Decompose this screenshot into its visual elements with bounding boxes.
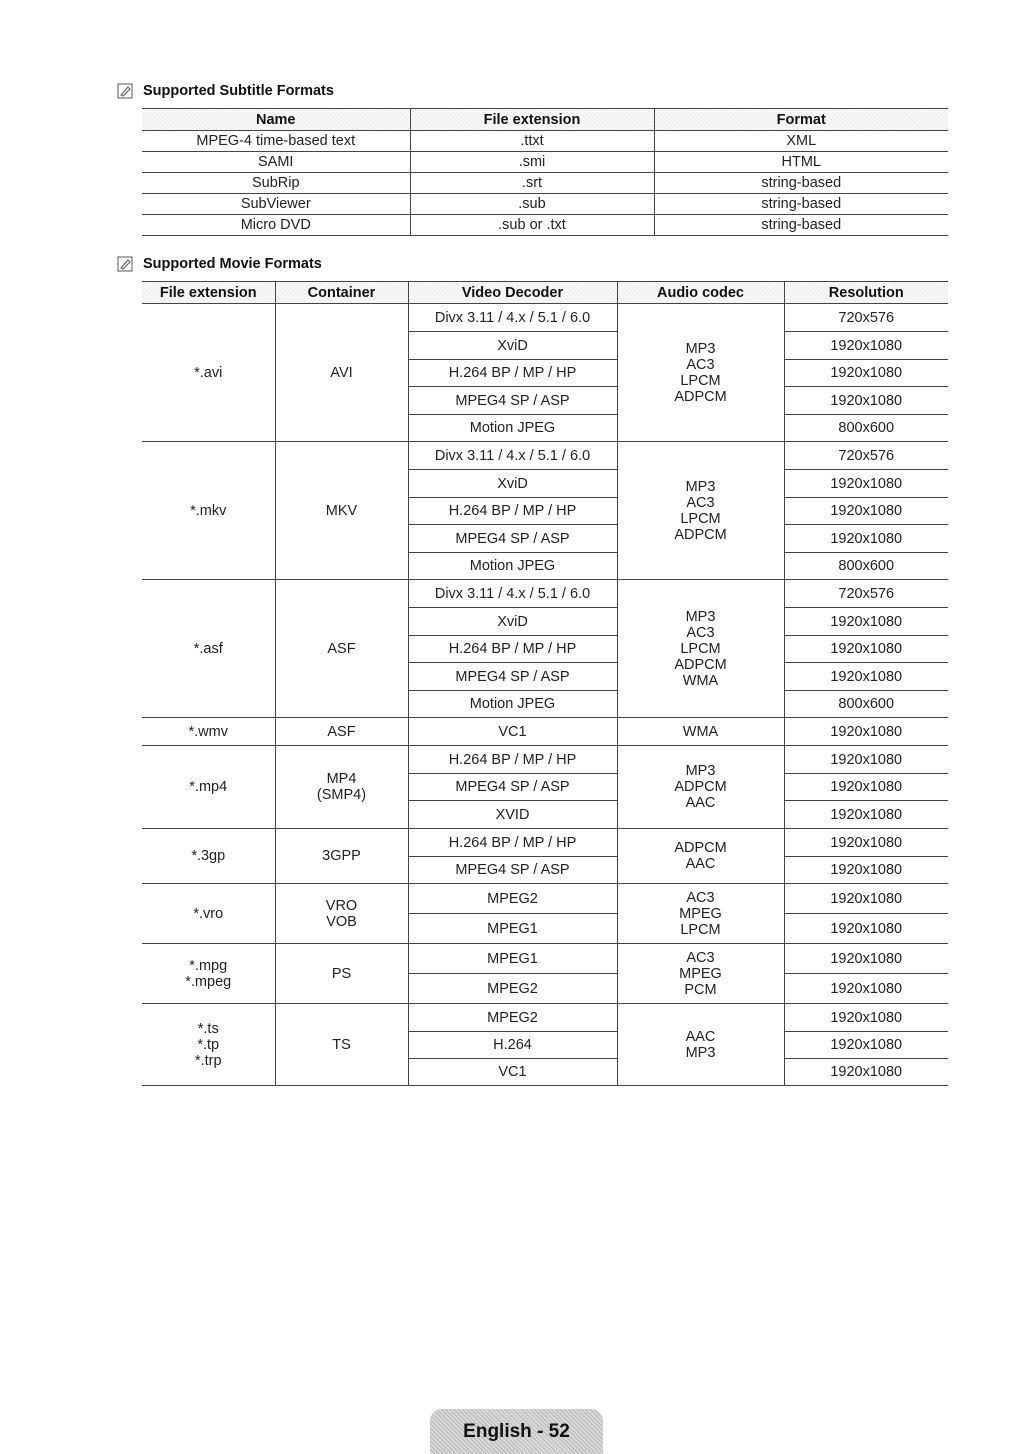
video-decoder-cell-text: MPEG4 SP / ASP (455, 779, 570, 795)
resolution-cell (784, 974, 948, 1004)
resolution-cell (784, 636, 948, 663)
audio-codec-cell-text: WMA (682, 723, 719, 740)
table-row (142, 152, 948, 173)
audio-codec-cell-text: MP3 ADPCM AAC (674, 763, 727, 811)
resolution-cell-text: 1920x1080 (830, 1064, 903, 1080)
resolution-cell (784, 691, 948, 718)
container-cell (275, 718, 408, 746)
audio-codec-cell (617, 944, 784, 1004)
file-extension-cell-text: *.avi (194, 364, 223, 381)
video-decoder-cell-text: MPEG1 (487, 920, 538, 937)
video-decoder-cell (408, 663, 617, 691)
column-header: Video Decoder (408, 282, 617, 304)
container-cell (275, 884, 408, 944)
audio-codec-cell (617, 718, 784, 746)
table-row (142, 829, 948, 857)
resolution-cell-text: 720x576 (838, 309, 895, 326)
container-cell (275, 580, 408, 718)
video-decoder-cell-text: MPEG4 SP / ASP (455, 392, 570, 409)
resolution-cell-text: 1920x1080 (830, 723, 903, 740)
file-extension-cell (142, 442, 275, 580)
video-decoder-cell-text: H.264 BP / MP / HP (448, 365, 577, 381)
audio-codec-cell-text: ADPCM AAC (674, 840, 727, 872)
file-extension-cell-text: *.vro (193, 905, 224, 922)
subtitle-formats-title: Supported Subtitle Formats (143, 83, 334, 99)
audio-codec-cell (617, 884, 784, 944)
file-extension-cell-text: *.mp4 (189, 779, 228, 795)
resolution-cell-text: 1920x1080 (830, 337, 903, 354)
video-decoder-cell (408, 636, 617, 663)
resolution-cell (784, 774, 948, 801)
resolution-cell (784, 718, 948, 746)
resolution-cell (784, 498, 948, 525)
container-cell-text: MP4 (SMP4) (316, 771, 367, 803)
resolution-cell (784, 857, 948, 884)
video-decoder-cell (408, 857, 617, 884)
resolution-cell (784, 884, 948, 914)
resolution-cell (784, 332, 948, 360)
video-decoder-cell-text: MPEG1 (487, 950, 538, 967)
resolution-cell (784, 608, 948, 636)
table-cell: .smi (410, 152, 654, 173)
container-cell-text: AVI (330, 364, 353, 381)
table-row (142, 173, 948, 194)
table-cell: Micro DVD (142, 215, 410, 236)
video-decoder-cell (408, 914, 617, 944)
container-cell (275, 304, 408, 442)
resolution-cell (784, 801, 948, 829)
video-decoder-cell (408, 974, 617, 1004)
file-extension-cell (142, 580, 275, 718)
table-cell: SubViewer (142, 194, 410, 215)
audio-codec-cell (617, 746, 784, 829)
video-decoder-cell (408, 1059, 617, 1086)
resolution-cell-text: 1920x1080 (830, 890, 903, 907)
video-decoder-cell (408, 304, 617, 332)
resolution-cell (784, 580, 948, 608)
video-decoder-cell-text: MPEG2 (487, 980, 538, 997)
subtitle-formats-table (142, 108, 948, 236)
file-extension-cell-text: *.asf (193, 640, 223, 657)
video-decoder-cell-text: MPEG2 (487, 1009, 538, 1026)
table-row (142, 215, 948, 236)
audio-codec-cell-text: MP3 AC3 LPCM ADPCM WMA (674, 608, 727, 689)
resolution-cell (784, 829, 948, 857)
table-row (142, 944, 948, 974)
resolution-cell (784, 944, 948, 974)
table-row (142, 442, 948, 470)
video-decoder-cell (408, 498, 617, 525)
video-decoder-cell-text: XviD (497, 337, 528, 354)
container-cell (275, 829, 408, 884)
table-cell: .sub (410, 194, 654, 215)
resolution-cell-text: 1920x1080 (830, 365, 903, 381)
resolution-cell (784, 1059, 948, 1086)
video-decoder-cell (408, 1032, 617, 1059)
resolution-cell-text: 1920x1080 (830, 475, 903, 492)
file-extension-cell (142, 944, 275, 1004)
column-header: Format (654, 109, 948, 131)
video-decoder-cell (408, 774, 617, 801)
table-cell: string-based (654, 194, 948, 215)
video-decoder-cell-text: H.264 BP / MP / HP (448, 834, 577, 851)
column-header: Resolution (784, 282, 948, 304)
table-cell: SAMI (142, 152, 410, 173)
video-decoder-cell (408, 746, 617, 774)
table-row (142, 718, 948, 746)
column-header: File extension (410, 109, 654, 131)
video-decoder-cell (408, 608, 617, 636)
file-extension-cell (142, 718, 275, 746)
movie-table-body (142, 304, 948, 1086)
file-extension-cell-text: *.ts *.tp *.trp (194, 1020, 222, 1069)
table-row (142, 304, 948, 332)
audio-codec-cell (617, 304, 784, 442)
audio-codec-cell (617, 829, 784, 884)
file-extension-cell-text: *.mkv (190, 502, 227, 519)
video-decoder-cell-text: MPEG4 SP / ASP (455, 530, 570, 547)
file-extension-cell (142, 1004, 275, 1086)
video-decoder-cell (408, 691, 617, 718)
video-decoder-cell (408, 829, 617, 857)
video-decoder-cell (408, 718, 617, 746)
video-decoder-cell (408, 1004, 617, 1032)
subtitle-formats-heading (117, 81, 334, 101)
note-icon (117, 83, 133, 99)
container-cell-text: ASF (327, 723, 356, 740)
table-row (142, 746, 948, 774)
video-decoder-cell (408, 415, 617, 442)
video-decoder-cell-text: VC1 (498, 723, 527, 740)
resolution-cell-text: 1920x1080 (830, 920, 903, 937)
video-decoder-cell-text: XVID (495, 806, 530, 823)
table-cell: SubRip (142, 173, 410, 194)
column-header: Name (142, 109, 410, 131)
resolution-cell-text: 1920x1080 (830, 668, 903, 685)
resolution-cell (784, 304, 948, 332)
page-number-label: English - 52 (463, 1420, 570, 1442)
video-decoder-cell-text: XviD (497, 613, 528, 630)
video-decoder-cell (408, 553, 617, 580)
video-decoder-cell (408, 580, 617, 608)
video-decoder-cell-text: H.264 BP / MP / HP (448, 751, 577, 768)
resolution-cell (784, 746, 948, 774)
table-row (142, 131, 948, 152)
table-row (142, 580, 948, 608)
video-decoder-cell (408, 944, 617, 974)
container-cell (275, 746, 408, 829)
resolution-cell-text: 1920x1080 (830, 530, 903, 547)
video-decoder-cell-text: Divx 3.11 / 4.x / 5.1 / 6.0 (434, 585, 591, 602)
resolution-cell-text: 1920x1080 (830, 950, 903, 967)
resolution-cell-text: 1920x1080 (830, 834, 903, 851)
resolution-cell-text: 1920x1080 (830, 392, 903, 409)
column-header: Container (275, 282, 408, 304)
page-number-badge (430, 1409, 603, 1454)
audio-codec-cell-text: MP3 AC3 LPCM ADPCM (674, 340, 727, 405)
resolution-cell (784, 442, 948, 470)
movie-formats-table (142, 281, 948, 1086)
resolution-cell-text: 1920x1080 (830, 1009, 903, 1026)
audio-codec-cell (617, 1004, 784, 1086)
video-decoder-cell-text: Divx 3.11 / 4.x / 5.1 / 6.0 (434, 447, 591, 464)
table-cell: string-based (654, 215, 948, 236)
resolution-cell-text: 1920x1080 (830, 806, 903, 823)
resolution-cell-text: 1920x1080 (830, 641, 903, 657)
table-row (142, 884, 948, 914)
video-decoder-cell (408, 525, 617, 553)
video-decoder-cell-text: Motion JPEG (469, 420, 556, 436)
video-decoder-cell-text: H.264 BP / MP / HP (448, 641, 577, 657)
subtitle-table-body (142, 131, 948, 236)
video-decoder-cell (408, 332, 617, 360)
table-cell: string-based (654, 173, 948, 194)
container-cell (275, 442, 408, 580)
container-cell-text: MKV (325, 502, 358, 519)
file-extension-cell (142, 746, 275, 829)
video-decoder-cell-text: VC1 (498, 1064, 527, 1080)
file-extension-cell (142, 829, 275, 884)
resolution-cell (784, 1004, 948, 1032)
video-decoder-cell (408, 387, 617, 415)
resolution-cell-text: 1920x1080 (830, 613, 903, 630)
table-cell: HTML (654, 152, 948, 173)
resolution-cell-text: 1920x1080 (830, 1037, 903, 1053)
file-extension-cell (142, 304, 275, 442)
audio-codec-cell-text: AAC MP3 (685, 1028, 716, 1061)
resolution-cell (784, 525, 948, 553)
column-header: Audio codec (617, 282, 784, 304)
resolution-cell (784, 1032, 948, 1059)
movie-formats-title: Supported Movie Formats (143, 256, 322, 272)
resolution-cell (784, 914, 948, 944)
table-cell: .sub or .txt (410, 215, 654, 236)
table-cell: XML (654, 131, 948, 152)
container-cell-text: ASF (327, 640, 356, 657)
video-decoder-cell-text: Motion JPEG (469, 696, 556, 712)
video-decoder-cell (408, 442, 617, 470)
resolution-cell-text: 800x600 (838, 420, 895, 436)
resolution-cell (784, 387, 948, 415)
resolution-cell-text: 1920x1080 (830, 751, 903, 768)
table-row (142, 1004, 948, 1032)
resolution-cell-text: 1920x1080 (830, 980, 903, 997)
resolution-cell (784, 360, 948, 387)
file-extension-cell-text: *.wmv (188, 723, 228, 740)
resolution-cell-text: 1920x1080 (830, 862, 903, 878)
table-cell: .ttxt (410, 131, 654, 152)
resolution-cell (784, 663, 948, 691)
container-cell-text: VRO VOB (325, 897, 358, 930)
table-cell: .srt (410, 173, 654, 194)
container-cell (275, 944, 408, 1004)
audio-codec-cell (617, 580, 784, 718)
resolution-cell-text: 800x600 (838, 696, 895, 712)
resolution-cell-text: 1920x1080 (830, 503, 903, 519)
video-decoder-cell (408, 360, 617, 387)
table-row (142, 194, 948, 215)
audio-codec-cell-text: AC3 MPEG PCM (679, 949, 722, 998)
resolution-cell-text: 720x576 (838, 447, 895, 464)
video-decoder-cell-text: MPEG4 SP / ASP (455, 668, 570, 685)
resolution-cell-text: 720x576 (838, 585, 895, 602)
resolution-cell (784, 470, 948, 498)
note-icon (117, 256, 133, 272)
file-extension-cell-text: *.3gp (191, 848, 226, 864)
table-cell: MPEG-4 time-based text (142, 131, 410, 152)
video-decoder-cell-text: H.264 BP / MP / HP (448, 503, 577, 519)
video-decoder-cell-text: MPEG2 (487, 890, 538, 907)
resolution-cell (784, 415, 948, 442)
resolution-cell-text: 1920x1080 (830, 779, 903, 795)
audio-codec-cell (617, 442, 784, 580)
video-decoder-cell (408, 884, 617, 914)
container-cell (275, 1004, 408, 1086)
video-decoder-cell-text: XviD (497, 475, 528, 492)
resolution-cell-text: 800x600 (838, 558, 895, 574)
video-decoder-cell-text: H.264 (493, 1037, 532, 1053)
column-header: File extension (142, 282, 275, 304)
movie-formats-heading (117, 254, 322, 274)
file-extension-cell (142, 884, 275, 944)
audio-codec-cell-text: AC3 MPEG LPCM (679, 889, 722, 938)
resolution-cell (784, 553, 948, 580)
video-decoder-cell (408, 801, 617, 829)
video-decoder-cell (408, 470, 617, 498)
video-decoder-cell-text: MPEG4 SP / ASP (455, 862, 570, 878)
video-decoder-cell-text: Divx 3.11 / 4.x / 5.1 / 6.0 (434, 309, 591, 326)
audio-codec-cell-text: MP3 AC3 LPCM ADPCM (674, 478, 727, 543)
container-cell-text: TS (332, 1036, 351, 1053)
container-cell-text: PS (331, 965, 352, 982)
video-decoder-cell-text: Motion JPEG (469, 558, 556, 574)
container-cell-text: 3GPP (322, 848, 361, 864)
file-extension-cell-text: *.mpg *.mpeg (185, 957, 232, 990)
